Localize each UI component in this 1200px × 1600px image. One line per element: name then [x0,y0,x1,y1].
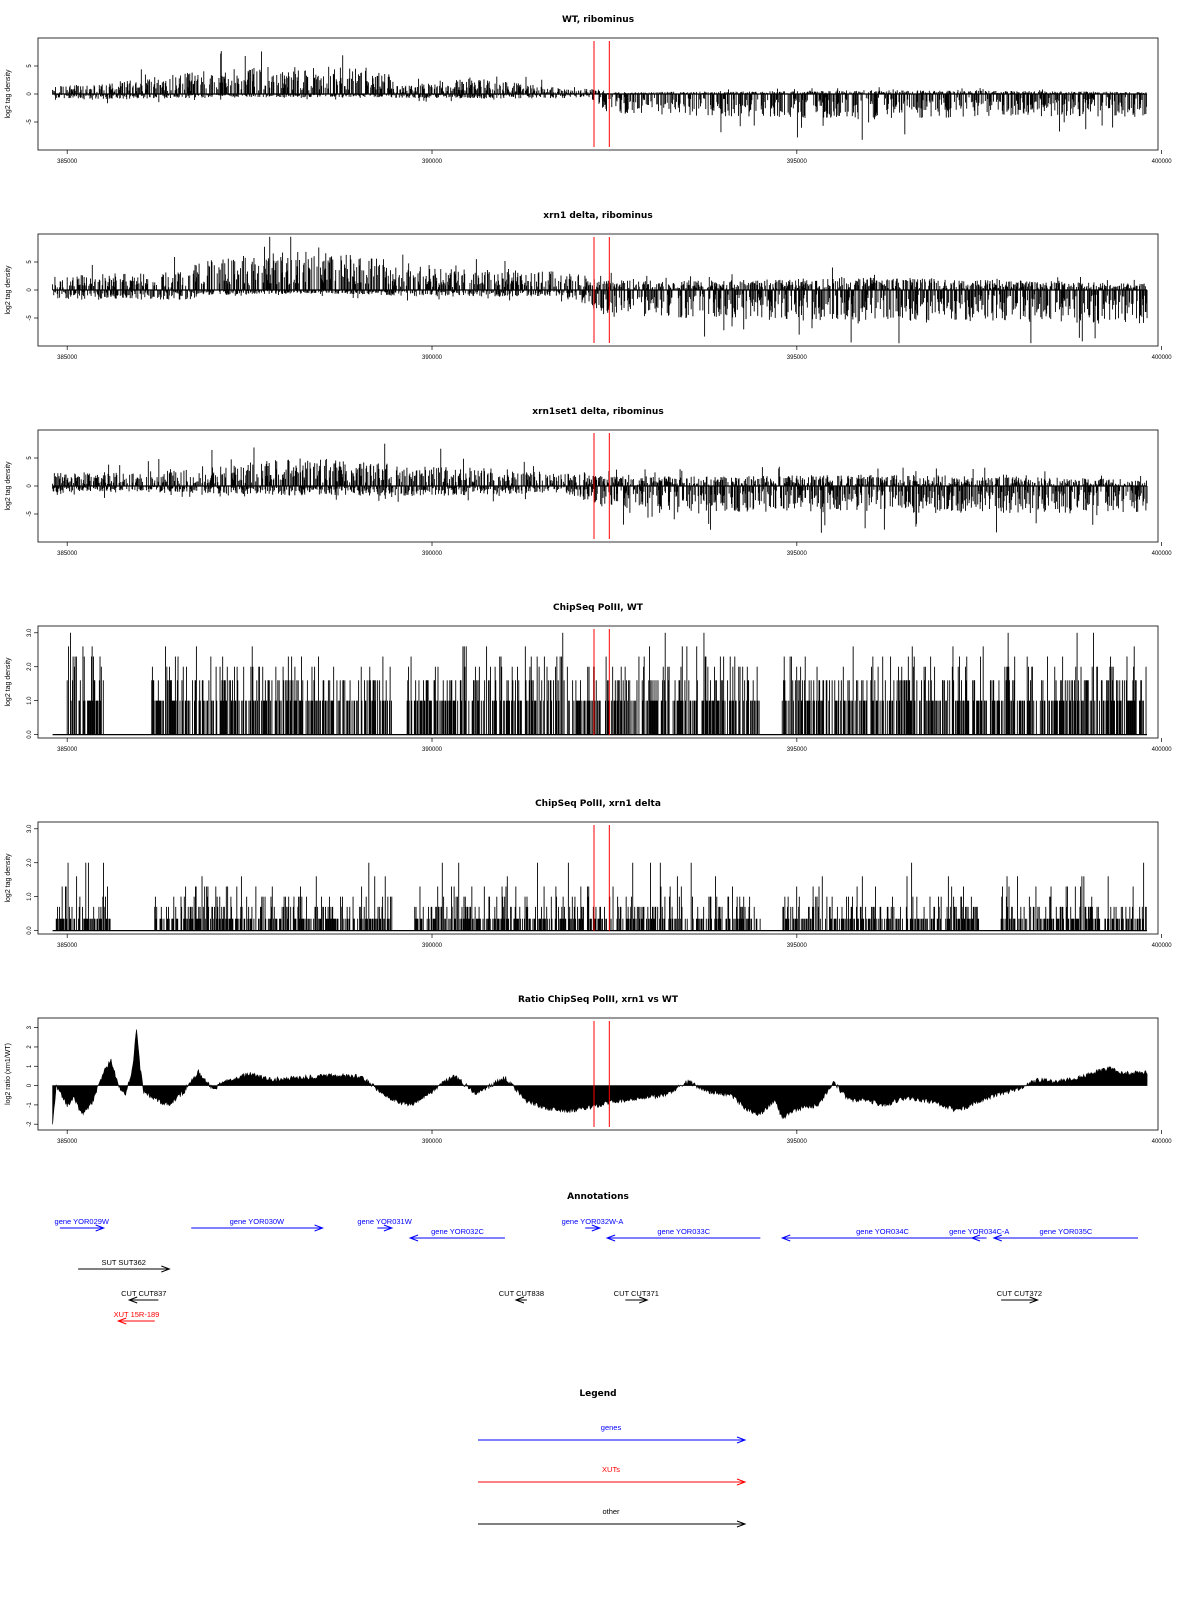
panel-title: xrn1 delta, ribominus [543,211,653,221]
x-tick-label: 390000 [421,159,443,165]
chart-panel-1 [5,15,1172,165]
x-tick-label: 390000 [421,355,443,361]
y-tick-label: 0 [27,288,33,292]
y-tick-label: 5 [27,64,33,68]
chart-panel-3 [5,407,1172,557]
x-axis [57,150,1172,165]
y-tick-label: -5 [27,315,33,321]
y-axis [27,64,38,125]
x-tick-label: 400000 [1151,355,1172,361]
y-axis-label: log2 tag density [5,69,12,119]
panel-title: xrn1set1 delta, ribominus [532,407,664,417]
y-axis-label: log2 tag density [5,265,12,315]
x-tick-label: 400000 [1151,159,1172,165]
x-tick-label: 385000 [57,355,78,361]
data-bars [53,237,1147,343]
x-tick-label: 385000 [57,159,78,165]
panel-title: WT, ribominus [561,15,635,25]
x-tick-label: 395000 [786,355,807,361]
chart-panel-2 [5,211,1172,361]
y-tick-label: 5 [27,260,33,264]
x-axis [57,346,1172,361]
y-axis [27,260,38,321]
x-tick-label: 395000 [786,159,807,165]
y-tick-label: 0 [27,92,33,96]
y-axis-label: log2 tag density [5,461,12,511]
data-bars [53,51,1147,140]
y-tick-label: -5 [27,119,33,125]
data-bars [53,444,1147,533]
